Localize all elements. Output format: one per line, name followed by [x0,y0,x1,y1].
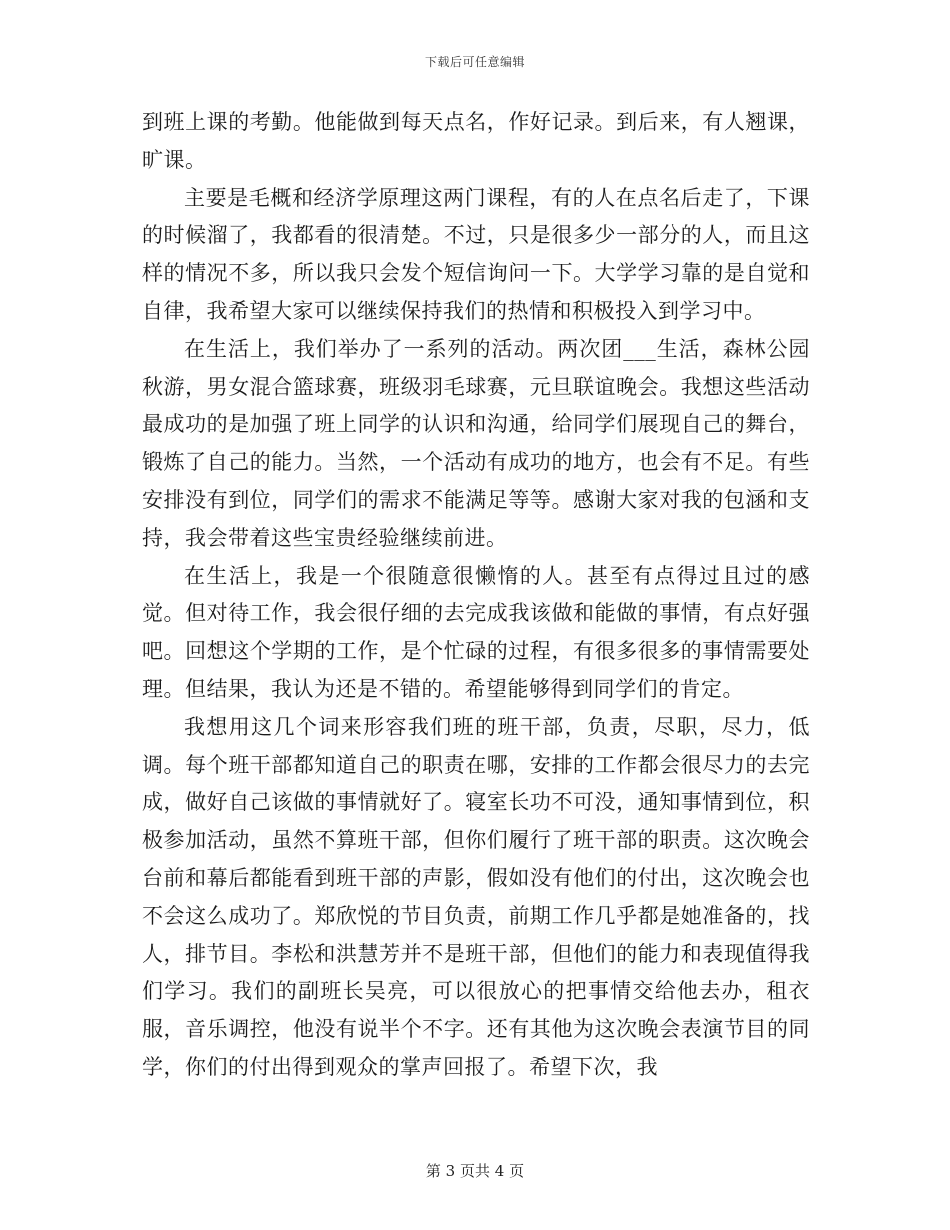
paragraph-continuation: 到班上课的考勤。他能做到每天点名，作好记录。到后来，有人翘课，旷课。 [142,110,810,172]
document-body [142,104,810,1087]
paragraph-personal: 在生活上，我是一个很随意很懒惰的人。甚至有点得过且过的感觉。但对待工作，我会很仔细的去完成我该做和能做的事情，有点好强吧。回想这个学期的工作，是个忙碌的过程，有很多很多的事情需要处理。但结果，我认为还是不错的。希望能够得到同学们的肯定。 [142,563,810,701]
page-footer: 第 3 页共 4 页 [425,1162,525,1180]
paragraph-study: 主要是毛概和经济学原理这两门课程，有的人在点名后走了，下课的时候溜了，我都看的很清楚。不过，只是很多少一部分的人，而且这样的情况不多，所以我只会发个短信询问一下。大学学习靠的是自觉和自律，我希望大家可以继续保持我们的热情和积极投入到学习中。 [142,185,810,323]
paragraph-activities: 在生活上，我们举办了一系列的活动。两次团___生活，森林公园秋游，男女混合篮球赛，班级羽毛球赛，元旦联谊晚会。我想这些活动最成功的是加强了班上同学的认识和沟通，给同学们展现自己的舞台，锻炼了自己的能力。当然，一个活动有成功的地方，也会有不足。有些安排没有到位，同学们的需求不能满足等等。感谢大家对我的包涵和支持，我会带着这些宝贵经验继续前进。 [142,336,810,550]
paragraph-class-cadres: 我想用这几个词来形容我们班的班干部，负责，尽职，尽力，低调。每个班干部都知道自己的职责在哪，安排的工作都会很尽力的去完成，做好自己该做的事情就好了。寝室长功不可没，通知事情到位，积极参加活动，虽然不算班干部，但你们履行了班干部的职责。这次晚会台前和幕后都能看到班干部的声影，假如没有他们的付出，这次晚会也不会这么成功了。郑欣悦的节目负责，前期工作几乎都是她准备的，找人，排节目。李松和洪慧芳并不是班干部，但他们的能力和表现值得我们学习。我们的副班长吴亮，可以很放心的把事情交给他去办，租衣服，音乐调控，他没有说半个不字。还有其他为这次晚会表演节目的同学，你们的付出得到观众的掌声回报了。希望下次，我 [142,714,810,1079]
page-header: 下载后可任意编辑 [424,55,525,69]
